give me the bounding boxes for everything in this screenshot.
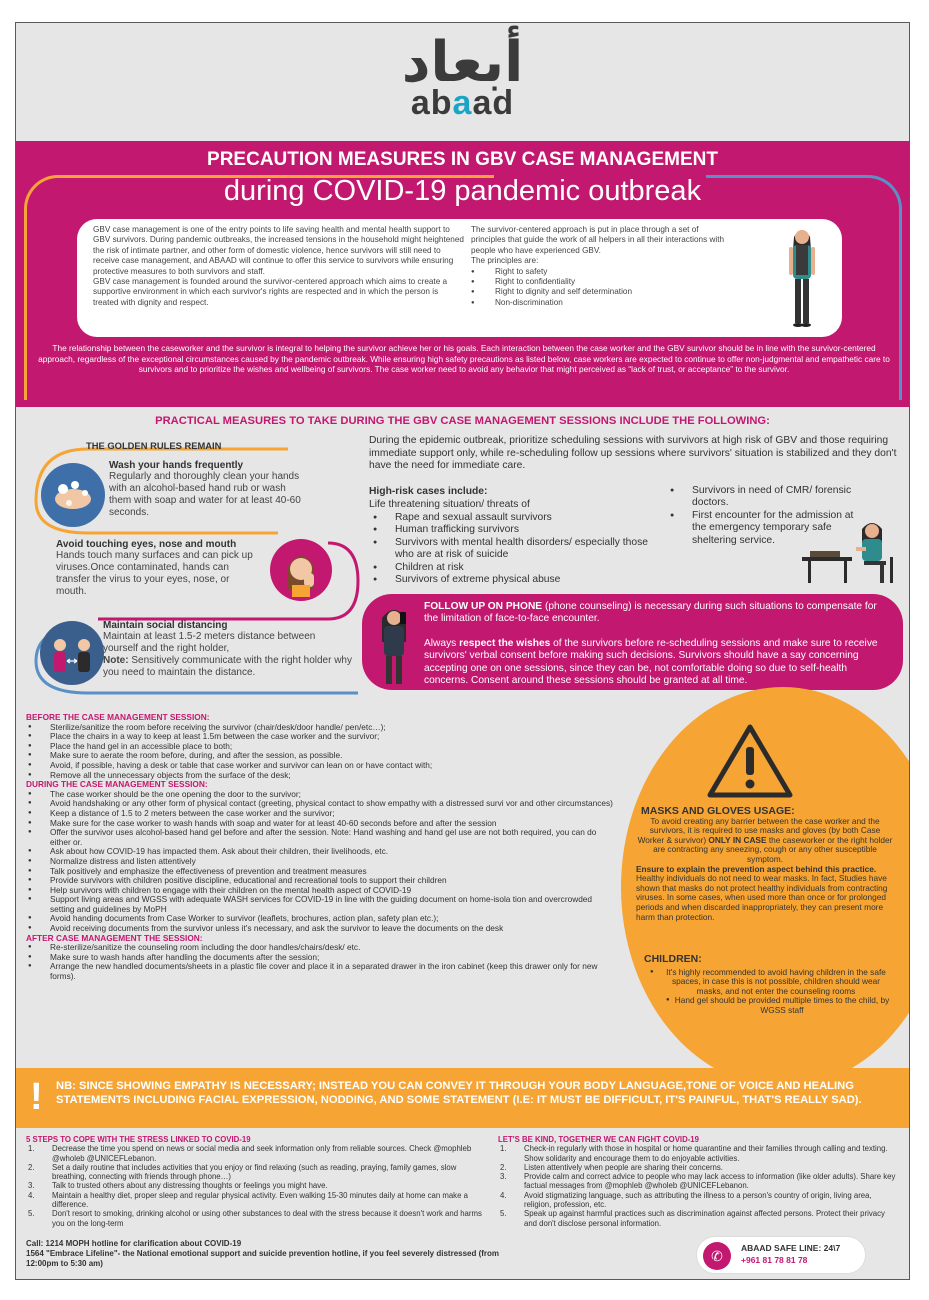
high-risk-item: ● Survivors with mental health disorders/ especially those who are at risk of suicide [369, 537, 659, 562]
list-item: ● Normalize distress and listen attentively [26, 857, 616, 867]
rule-social-distancing [103, 620, 353, 679]
masks-p2-bold: Ensure to explain the prevention aspect behind this practice. [636, 863, 877, 874]
before-session-title: BEFORE THE CASE MANAGEMENT SESSION: [26, 712, 210, 722]
step-text: Talk to trusted others about any distressing thoughts or feelings you might have. [52, 1181, 328, 1191]
follow-up-phone-bold: FOLLOW UP ON PHONE [424, 601, 543, 612]
logo-latin [16, 84, 909, 122]
step-text: Maintain a healthy diet, proper sleep and regular physical activity. Even walking 15-30 minutes daily at home can make a difference. [52, 1190, 468, 1210]
high-risk-item: ● Survivors of extreme physical abuse [369, 574, 659, 586]
be-kind-title: LET'S BE KIND, TOGETHER WE CAN FIGHT COVID-19 [498, 1135, 699, 1144]
follow-up-box [362, 594, 903, 690]
masks-p1-post: the caseworker or the right holder are contracting any sneezing, cough or any other susceptible symptom. [653, 834, 893, 864]
be-kind-section [498, 1135, 900, 1228]
rule-wash-hands [109, 460, 309, 519]
nb-text: NB: SINCE SHOWING EMPATHY IS NECESSARY; INSTEAD YOU CAN CONVEY IT THROUGH YOUR BODY LANGUAGE,TONE OF VOICE AND HEALING STATEMENTS INCLUDING FACIAL EXPRESSION, NODDING, AND SOME STATEMENT (I.E: IT MUST BE DIFFICULT, IT'S PAINFUL, THAT'S REALLY SAD). [56, 1080, 862, 1106]
list-item: ● Avoid receiving documents from the survivor unless it's necessary, and ask the survivor to leave the documents on the desk [26, 924, 616, 934]
intro-paragraph-2: GBV case management is founded around the survivor-centered approach which aims to create a supportive environment in which each survivor's rights are respected and in which the person is treated with dignity and respect. [93, 277, 448, 307]
safe-line-number[interactable]: +961 81 78 81 78 [741, 1255, 808, 1265]
step-number: 2. [28, 1162, 35, 1172]
rule-distance-note-label: Note: [103, 655, 129, 666]
step-number: 5. [28, 1209, 35, 1219]
list-item: ● Arrange the new handled documents/sheets in a plastic file cover and place it in a separated drawer in the iron cabinet (keep this drawer only for new forms). [26, 962, 616, 981]
rule-eyes-title: Avoid touching eyes, nose and mouth [56, 539, 237, 550]
list-item [498, 1209, 900, 1228]
logo-latin-pre: ab [410, 84, 453, 122]
masks-title: MASKS AND GLOVES USAGE: [641, 805, 795, 817]
list-item [498, 1191, 900, 1210]
before-session-list [26, 723, 616, 781]
list-item [26, 1144, 486, 1163]
epidemic-paragraph: During the epidemic outbreak, prioritize scheduling sessions with survivors at high risk of GBV and those requiring immediate support only, while re-scheduling follow up sessions where survivors' situation is stabilized and they don't have the need for immediate care. [369, 435, 897, 472]
list-item: ● Ask about how COVID-19 has impacted them. Ask about their children, their livelihoods, etc. [26, 847, 616, 857]
respect-wishes-text [424, 638, 894, 688]
warning-icon [706, 723, 794, 799]
poster [15, 22, 910, 1280]
stress-steps-title: 5 STEPS TO COPE WITH THE STRESS LINKED TO COVID-19 [26, 1135, 251, 1144]
page-title: PRECAUTION MEASURES IN GBV CASE MANAGEMENT [207, 149, 718, 170]
during-session-list [26, 790, 616, 934]
list-item [498, 1144, 900, 1163]
principle-item: ● Right to safety [471, 267, 731, 277]
logo-arabic: أبعاد [401, 30, 524, 95]
exclamation-icon: ! [30, 1076, 43, 1118]
embrace-lifeline[interactable]: 1564 "Embrace Lifeline"- the National emotional support and suicide prevention hotline, if you feel severely distressed (from 12:00pm to 5:30 am) [26, 1249, 500, 1268]
intro-left [93, 225, 465, 308]
list-item: ● Provide survivors with children positive discipline, educational and recreational tools to support their children [26, 876, 616, 886]
list-item: ● Re-sterilize/sanitize the counseling room including the door handles/chairs/desk/ etc. [26, 943, 616, 953]
step-number: 3. [500, 1172, 507, 1182]
intro-box [77, 219, 842, 337]
nb-banner [16, 1068, 909, 1128]
rule-distance-body: Maintain at least 1.5-2 meters distance between yourself and the right holder, [103, 631, 316, 654]
follow-up-phone-text [424, 601, 884, 626]
rule-eyes-text: Hands touch many surfaces and can pick up viruses.Once contaminated, hands can transfer the virus to your eyes, nose, or mouth. [56, 550, 253, 597]
list-item [26, 1191, 486, 1210]
rule-wash-text: Regularly and thoroughly clean your hands with an alcohol-based hand rub or wash them with soap and water for at least 40-60 seconds. [109, 471, 301, 518]
logo-latin-post: ad [472, 84, 515, 122]
list-item: ● Place the hand gel in an accessible place to both; [26, 742, 616, 752]
respect-wishes-body: of the survivors before re-scheduling sessions and make sure to receive survivors' verbal consent before making such decisions. Survivors should have a say concerning accepting one on one sessions, since they can be, not comfortable doing so due to self-health concerns. Consent around these sessions should be granted at all time. [424, 638, 878, 687]
step-text: Listen attentively when people are sharing their concerns. [524, 1162, 723, 1172]
abaad-logo [16, 30, 909, 122]
step-number: 4. [28, 1190, 35, 1200]
list-item [26, 1181, 486, 1190]
list-item: ● Support living areas and WGSS with adequate WASH services for COVID-19 in line with the guiding document on home-isola tion and overcrowded setting and guidelines by MoPH [26, 895, 616, 914]
list-item: ● Make sure to wash hands after handling the documents after the session; [26, 953, 616, 963]
high-risk-item: ● Survivors in need of CMR/ forensic doctors. [666, 485, 866, 510]
step-number: 2. [500, 1162, 507, 1172]
rule-avoid-touching [56, 539, 256, 598]
list-item: ● Keep a distance of 1.5 to 2 meters between the case worker and the survivor; [26, 809, 616, 819]
during-session-title: DURING THE CASE MANAGEMENT SESSION: [26, 779, 208, 790]
list-item: ● Sterilize/sanitize the room before receiving the survivor (chair/desk/door handle/ pen/etc…); [26, 723, 616, 733]
list-item: ● The case worker should be the one opening the door to the survivor; [26, 790, 616, 800]
high-risk-item: ● Rape and sexual assault survivors [369, 512, 659, 524]
safe-line-badge[interactable] [696, 1236, 866, 1274]
list-item [26, 1209, 486, 1228]
step-text: Decrease the time you spend on news or social media and seek information only from reliable sources. Check @mophleb @wholeb @UNICEFLebanon. [52, 1144, 472, 1163]
face-touching-icon [270, 539, 332, 601]
high-risk-item: ● First encounter for the admission at the emergency temporary safe sheltering service. [666, 510, 866, 547]
list-item: ● Remove all the unnecessary objects from the surface of the desk; [26, 771, 616, 781]
woman-standing-illustration [782, 223, 822, 333]
rule-wash-title: Wash your hands frequently [109, 460, 244, 471]
step-text: Speak up against harmful practices such as discrimination against affected persons. Protect their privacy and don't disclose personal information. [524, 1209, 885, 1228]
intro-right [471, 225, 731, 308]
step-number: 1. [500, 1144, 507, 1154]
follow-up-phone-body: (phone counseling) is necessary during such situations to compensate for the limitation of face-to-face encounter. [424, 601, 877, 625]
respect-wishes-pre: Always [424, 638, 460, 649]
moph-hotline[interactable]: Call: 1214 MOPH hotline for clarification about COVID-19 [26, 1239, 242, 1248]
list-item [498, 1163, 900, 1172]
step-text: Set a daily routine that includes activities that you enjoy or find relaxing (such as reading, praying, family games, slow breathing, connecting with friends through phone…) [52, 1162, 457, 1182]
list-item [26, 1163, 486, 1182]
list-item: ● Avoid handing documents from Case Worker to survivor (leaflets, brochures, action plan, safety plan etc.); [26, 914, 616, 924]
principle-item: ● Non-discrimination [471, 298, 731, 308]
principles-list [471, 267, 731, 309]
list-item: ● Place the chairs in a way to keep at least 1.5m between the case worker and the survivor; [26, 732, 616, 742]
be-kind-list [498, 1144, 900, 1228]
step-number: 3. [28, 1181, 35, 1191]
masks-paragraph-3: Healthy individuals do not need to wear masks. In fact, Studies have shown that masks do not protect healthy individuals from contracting viruses. In some cases, when used more than once or for prolonged periods and when discarded inappropriately, they can present more harm than protection. [636, 873, 888, 922]
children-subitem: ● Hand gel should be provided multiple times to the child, by WGSS staff [644, 996, 890, 1015]
respect-wishes-bold: respect the wishes [459, 638, 551, 649]
masks-p1-pre: To avoid creating any barrier between the case worker and the survivors, it is required to use masks and gloves (by both Case Worker & survivor) [637, 815, 881, 845]
woman-at-desk-illustration [800, 517, 900, 587]
step-text: Don't resort to smoking, drinking alcohol or using other substances to deal with the stress because it doesn't work and harms you on the long-term [52, 1209, 482, 1228]
step-number: 4. [500, 1190, 507, 1200]
list-item: ● Talk positively and emphasize the effectiveness of prevention and treatment measures [26, 867, 616, 877]
social-distancing-icon [40, 621, 104, 685]
stress-steps-section [26, 1135, 486, 1228]
stress-steps-list [26, 1144, 486, 1228]
high-risk-item: ● Children at risk [369, 562, 659, 574]
list-item: ● Help survivors with children to engage with their children on the mental health aspect of COVID-19 [26, 886, 616, 896]
step-text: Avoid stigmatizing language, such as attributing the illness to a person's country of origin, living area, religion, profession, etc. [524, 1190, 872, 1210]
hotline-info [26, 1239, 506, 1269]
list-item: ● Make sure for the case worker to wash hands with soap and water for at least 40-60 seconds before and after the session [26, 819, 616, 829]
golden-rules-title: THE GOLDEN RULES REMAIN [86, 440, 222, 451]
list-item [498, 1172, 900, 1191]
intro-approach-text: The survivor-centered approach is put in place through a set of principles that guide the work of all helpers in all their interactions with people who have experienced GBV. [471, 225, 725, 255]
high-risk-title: High-risk cases include: [369, 486, 488, 497]
step-number: 1. [28, 1144, 35, 1154]
rule-distance-title: Maintain social distancing [103, 620, 228, 631]
logo-latin-mark: a [452, 84, 473, 122]
step-text: Check-in regularly with those in hospital or home quarantine and their families through calling and texting. Show solidarity and encourage them to do enjoyable activities. [524, 1144, 888, 1163]
practical-measures-title: PRACTICAL MEASURES TO TAKE DURING THE GBV CASE MANAGEMENT SESSIONS INCLUDE THE FOLLOWING: [155, 415, 770, 427]
high-risk-item: ● Human trafficking survivors [369, 524, 659, 536]
phone-icon: ✆ [703, 1242, 731, 1270]
masks-gloves-section [636, 807, 894, 922]
children-title: CHILDREN: [644, 953, 702, 965]
high-risk-list-left [369, 512, 659, 586]
after-session-list [26, 943, 616, 981]
page-subtitle: during COVID-19 pandemic outbreak [223, 175, 702, 207]
after-session-title: AFTER CASE MANAGEMENT THE SESSION: [26, 932, 203, 943]
relationship-paragraph: The relationship between the caseworker and the survivor is integral to helping the survivor achieve her or his goals. Each interaction between the case worker and the GBV survivor should be in line with the survivor-centered approach, regardless of the exceptional circumstances caused by the pandemic outbreak. While ensuring high safety precautions as listed below, case workers are expected to continue to offer non-judgmental and empathetic care to survivors and to prioritize the wishes and wellbeing of survivors. The case worker need to avoid any behavior that might perceived as “lack of trust, or acceptance” to the survivor. [38, 343, 890, 374]
list-item: ● Avoid, if possible, having a desk or table that case worker and survivor can lean on or have contact with; [26, 761, 616, 771]
high-risk-subtitle: Life threatening situation/ threats of [369, 499, 530, 510]
masks-paragraph-1 [636, 817, 894, 865]
list-item: ● Make sure to aerate the room before, during, and after the session, as possible. [26, 751, 616, 761]
principle-item: ● Right to dignity and self determination [471, 287, 731, 297]
woman-phone-illustration [372, 602, 416, 686]
step-text: Provide calm and correct advice to people who may lack access to information (like older adults). Share key factual messages from @mophleb @wholeb @UNICEFLebanon. [524, 1172, 896, 1191]
rule-distance-note: Sensitively communicate with the right holder why you need to maintain the distance. [103, 655, 352, 678]
list-item: ● Avoid handshaking or any other form of physical contact (greeting, physical contact to show empathy with a distressed survi vor and other circumstances) [26, 799, 616, 809]
list-item: ● Offer the survivor uses alcohol-based hand gel before and after the session. Note: Hand washing and hand gel use are not both required, you can do either or. [26, 828, 616, 847]
masks-p1-bold: ONLY IN CASE [708, 834, 767, 845]
children-item: ● It's highly recommended to avoid having children in the safe spaces, in case this is not possible, children should wear masks, and not enter the counseling rooms [644, 968, 890, 997]
rule-distance-text [103, 631, 353, 679]
hand-washing-icon [41, 463, 105, 527]
intro-paragraph-1: GBV case management is one of the entry points to life saving health and mental health support to GBV survivors. During pandemic outbreaks, the increased tensions in the household might heightened the risk of intimate partner, and other form of domestic violence, hence survivors will still need to receive case management, and ABAAD will continue to offer this service to survivors while ensuring protective measures to both survivors and staff. [93, 225, 464, 276]
children-section [644, 955, 890, 1016]
session-guidelines [26, 713, 616, 982]
safe-line-label: ABAAD SAFE LINE: 24\7 [741, 1243, 841, 1253]
principle-item: ● Right to confidentiality [471, 277, 731, 287]
principles-label: The principles are: [471, 256, 539, 266]
step-number: 5. [500, 1209, 507, 1219]
